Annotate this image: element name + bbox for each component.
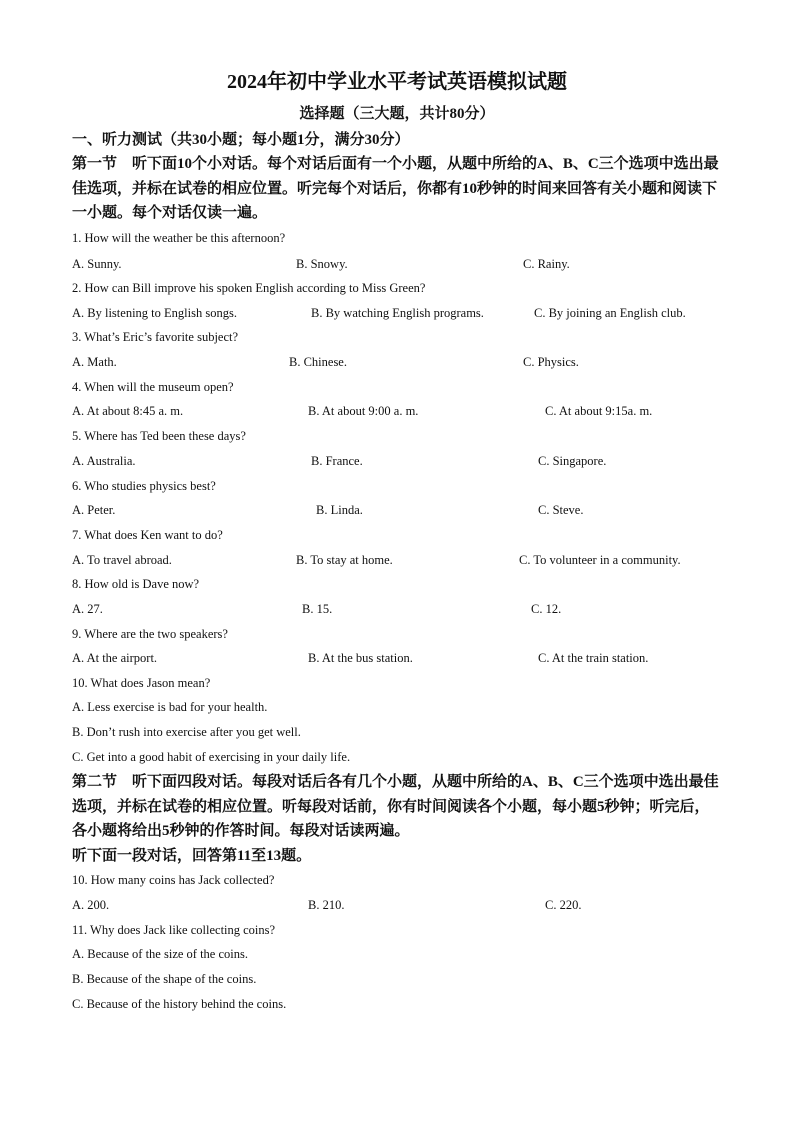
q4-option-c: C. At about 9:15a. m.: [545, 404, 653, 418]
q10-option-a: A. Less exercise is bad for your health.: [72, 700, 268, 714]
q9-option-a: A. At the airport.: [72, 651, 158, 665]
q7-option-b: B. To stay at home.: [296, 553, 393, 567]
q6-option-a: A. Peter.: [72, 503, 116, 517]
q4-option-b: B. At about 9:00 a. m.: [308, 404, 419, 418]
question-coins-count: 10. How many coins has Jack collected?: [72, 873, 275, 887]
q3-option-b: B. Chinese.: [289, 355, 347, 369]
q8-option-a: A. 27.: [72, 602, 103, 616]
question-3: 3. What’s Eric’s favorite subject?: [72, 330, 239, 344]
q5-option-a: A. Australia.: [72, 454, 136, 468]
q6-option-b: B. Linda.: [316, 503, 363, 517]
q2-option-b: B. By watching English programs.: [311, 306, 484, 320]
q1-option-a: A. Sunny.: [72, 257, 122, 271]
question-1: 1. How will the weather be this afternoon?: [72, 231, 286, 245]
q5-option-b: B. France.: [311, 454, 363, 468]
q7-option-a: A. To travel abroad.: [72, 553, 172, 567]
question-4: 4. When will the museum open?: [72, 380, 234, 394]
question-6: 6. Who studies physics best?: [72, 479, 216, 493]
q2-option-c: C. By joining an English club.: [534, 306, 686, 320]
question-11: 11. Why does Jack like collecting coins?: [72, 923, 276, 937]
q8-option-c: C. 12.: [531, 602, 562, 616]
coins-count-option-b: B. 210.: [308, 898, 345, 912]
page-title: 2024年初中学业水平考试英语模拟试题: [227, 71, 567, 93]
q11-option-c: C. Because of the history behind the coins.: [72, 997, 287, 1011]
q3-option-c: C. Physics.: [523, 355, 579, 369]
q6-option-c: C. Steve.: [538, 503, 584, 517]
q11-option-b: B. Because of the shape of the coins.: [72, 972, 257, 986]
page-subtitle: 选择题（三大题，共计80分）: [299, 106, 495, 122]
part1-heading: 一、听力测试（共30小题；每小题1分，满分30分）: [72, 132, 410, 148]
question-9: 9. Where are the two speakers?: [72, 627, 228, 641]
question-8: 8. How old is Dave now?: [72, 577, 200, 591]
q4-option-a: A. At about 8:45 a. m.: [72, 404, 184, 418]
question-7: 7. What does Ken want to do?: [72, 528, 223, 542]
question-2: 2. How can Bill improve his spoken English according to Miss Green?: [72, 281, 426, 295]
q5-option-c: C. Singapore.: [538, 454, 607, 468]
q10-option-c: C. Get into a good habit of exercising in your daily life.: [72, 750, 351, 764]
q10-option-b: B. Don’t rush into exercise after you get well.: [72, 725, 301, 739]
question-5: 5. Where has Ted been these days?: [72, 429, 246, 443]
q3-option-a: A. Math.: [72, 355, 117, 369]
q1-option-c: C. Rainy.: [523, 257, 570, 271]
q9-option-b: B. At the bus station.: [308, 651, 413, 665]
question-10: 10. What does Jason mean?: [72, 676, 211, 690]
section1-instructions: 第一节 听下面10个小对话。每个对话后面有一个小题，从题中所给的A、B、C三个选项中选出最佳选项，并标在试卷的相应位置。听完每个对话后，你都有10秒钟的时间来回答有关小题和阅读下一小题。每个对话仅读一遍。: [72, 156, 719, 221]
q8-option-b: B. 15.: [302, 602, 333, 616]
q9-option-c: C. At the train station.: [538, 651, 649, 665]
dialog-intro: 听下面一段对话，回答第11至13题。: [72, 848, 312, 864]
coins-count-option-a: A. 200.: [72, 898, 110, 912]
q1-option-b: B. Snowy.: [296, 257, 348, 271]
coins-count-option-c: C. 220.: [545, 898, 582, 912]
q2-option-a: A. By listening to English songs.: [72, 306, 237, 320]
q11-option-a: A. Because of the size of the coins.: [72, 947, 248, 961]
q7-option-c: C. To volunteer in a community.: [519, 553, 681, 567]
section2-instructions: 第二节 听下面四段对话。每段对话后各有几个小题，从题中所给的A、B、C三个选项中选出最佳选项，并标在试卷的相应位置。听每段对话前，你有时间阅读各个小题，每小题5秒钟；听完后，各小题将给出5秒钟的作答时间。每段对话读两遍。: [72, 774, 719, 839]
